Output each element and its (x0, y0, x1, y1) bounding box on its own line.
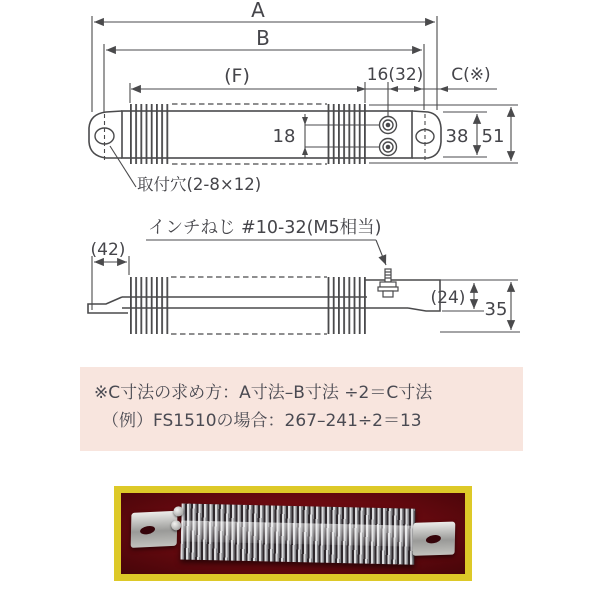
note-line-1: ※C寸法の求め方：A寸法–B寸法 ÷2＝C寸法 (94, 383, 433, 403)
fins-left-side (128, 277, 169, 334)
fins-right (327, 104, 367, 164)
heater-right-tab-hole (425, 534, 441, 544)
top-view (89, 0, 518, 194)
fins-left (130, 104, 170, 164)
dim-label-a: A (251, 0, 265, 22)
dim-label-38: 38 (445, 126, 469, 147)
dim-label-16-32: 16(32) (366, 65, 424, 85)
dim-label-51: 51 (481, 126, 505, 147)
fins-right-side (327, 277, 368, 334)
arrowheads (302, 86, 448, 155)
heater-left-tab-hole (140, 525, 156, 536)
mounting-tab-left (89, 111, 122, 158)
dim-label-18: 18 (272, 126, 296, 147)
product-photo-background (121, 493, 465, 574)
heater-right-tab (413, 522, 456, 556)
dim-label-24: (24) (430, 288, 466, 308)
screw-leader (376, 240, 386, 265)
heater-terminal-screw-2 (171, 520, 181, 530)
right-end-profile (365, 280, 440, 311)
c-dimension-note (80, 367, 523, 451)
dim-label-f: (F) (224, 65, 250, 87)
note-line-2: （例）FS1510の場合：267–241÷2＝13 (102, 411, 422, 432)
dim-label-c: C(※) (451, 65, 491, 85)
terminal-top (380, 117, 397, 134)
dim-label-35: 35 (484, 299, 508, 320)
left-end-profile (88, 297, 128, 313)
finned-strip-heater-photo (130, 502, 455, 565)
product-photo-frame (114, 486, 472, 581)
heater-body-side (88, 269, 440, 334)
terminal-screw (378, 269, 398, 297)
mount-hole-label: 取付穴(2-8×12) (137, 175, 262, 194)
screw-label: インチねじ #10-32(M5相当) (148, 218, 382, 238)
heater-left-tab (131, 511, 178, 548)
side-view (88, 218, 520, 334)
terminal-bottom (380, 139, 397, 156)
dim-label-42: (42) (90, 240, 126, 260)
dim-label-b: B (256, 26, 270, 50)
